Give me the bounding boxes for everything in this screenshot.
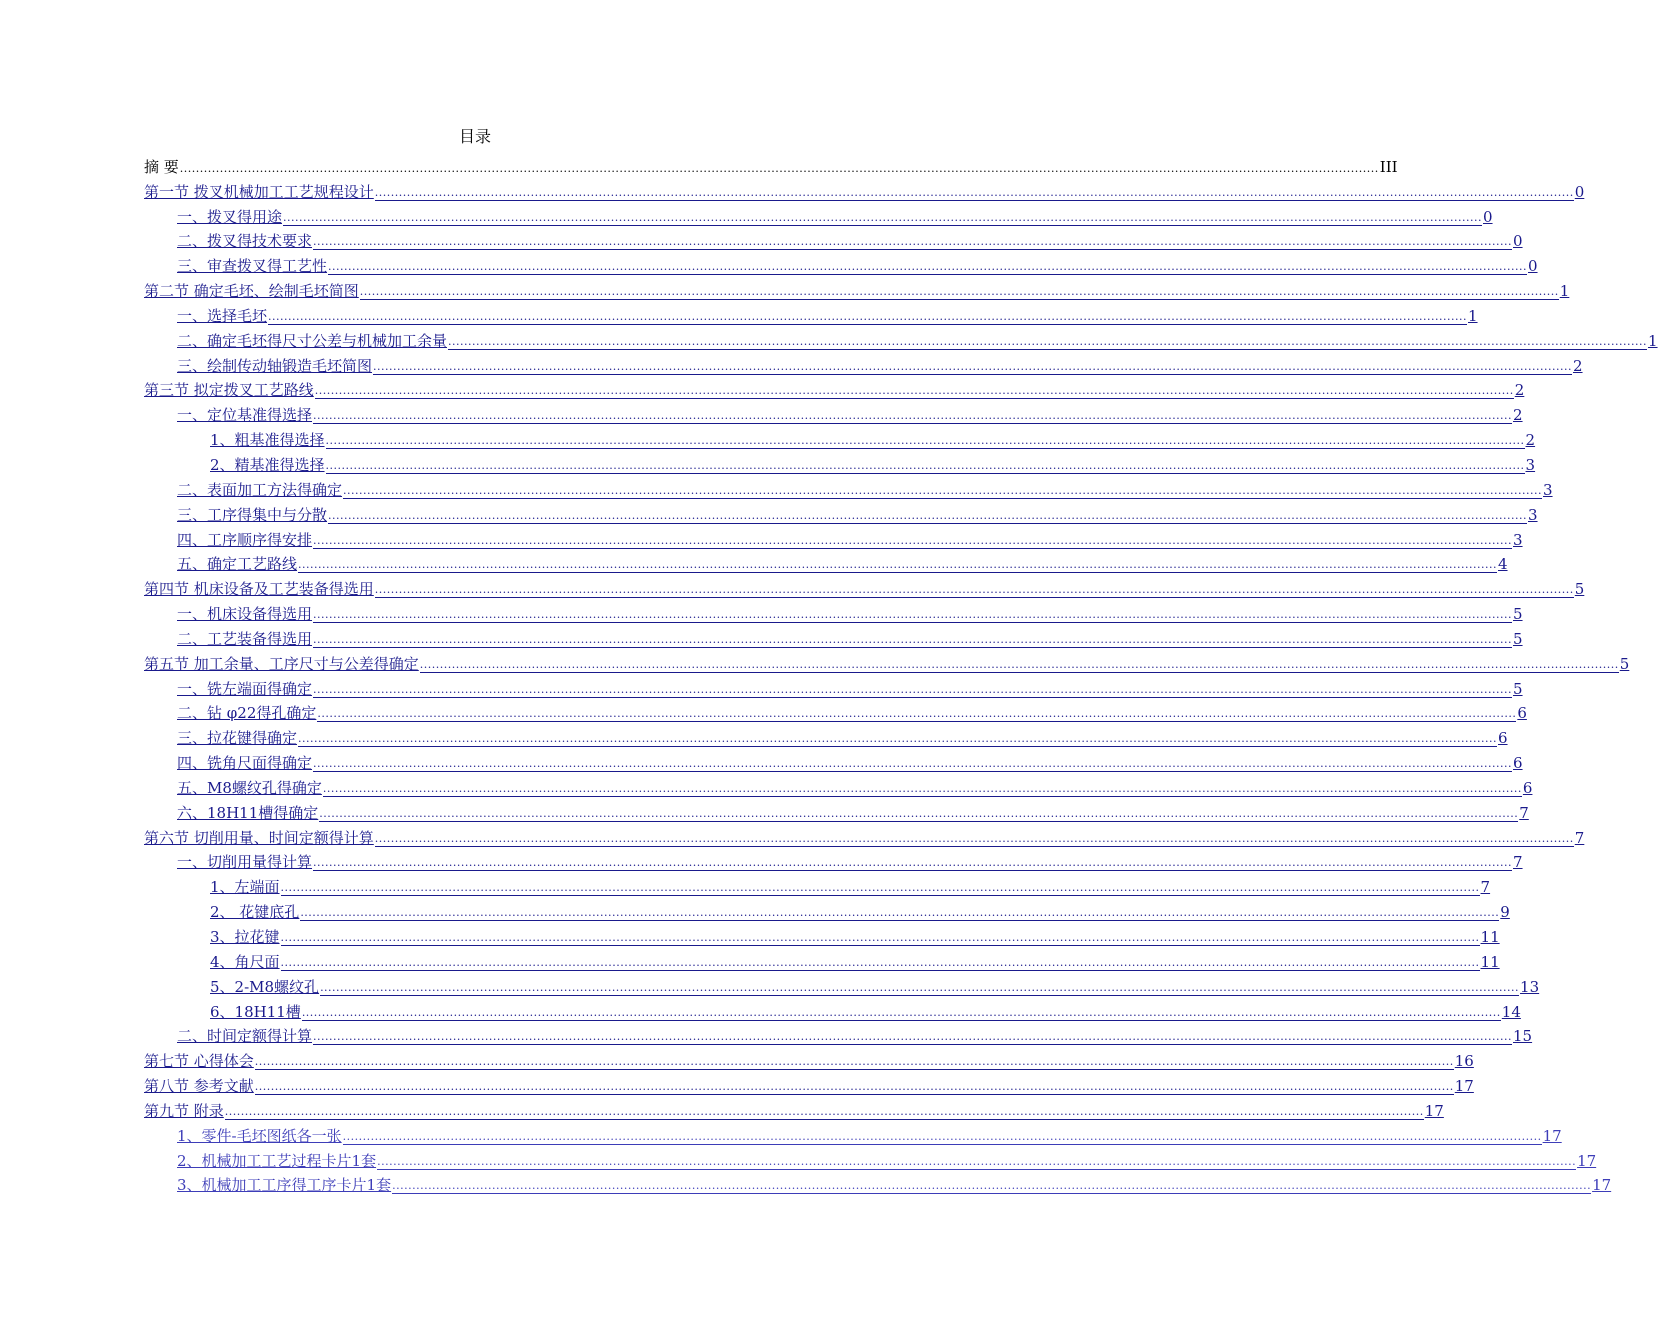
- toc-entry[interactable]: [144, 549, 1508, 574]
- toc-leader-dots: ............................................................................................................................................................................................................................................................................................................: [328, 508, 1527, 522]
- toc-entry-label: 1、左端面: [210, 878, 280, 897]
- toc-entry-label: 第八节 参考文献: [144, 1077, 254, 1096]
- toc-entry-page-number: 3: [1543, 480, 1553, 499]
- toc-entry-page-number: 14: [1501, 1002, 1521, 1021]
- toc-leader-dots: ............................................................................................................................................................................................................................................................................................................: [314, 384, 1514, 398]
- toc-entry[interactable]: [144, 250, 1538, 276]
- toc-entry-page-number: 11: [1480, 952, 1500, 971]
- toc-entry-page-number: 0: [1483, 207, 1493, 226]
- toc-entry-label: 五、M8螺纹孔得确定: [177, 778, 322, 797]
- toc-entry-page-number: 17: [1424, 1101, 1444, 1120]
- toc-leader-dots: ............................................................................................................................................................................................................................................................................................................: [313, 757, 1512, 771]
- toc-entry-page-number: 3: [1528, 505, 1538, 524]
- toc-leader-dots: ............................................................................................................................................................................................................................................................................................................: [283, 210, 1482, 224]
- toc-entry[interactable]: [144, 226, 1523, 251]
- toc-leader-dots: ............................................................................................................................................................................................................................................................................................................: [320, 980, 1520, 994]
- toc-entry-label: 四、铣角尺面得确定: [177, 754, 313, 773]
- toc-leader-dots: ............................................................................................................................................................................................................................................................................................................: [300, 906, 1500, 920]
- toc-entry-label: 三、审查拨叉得工艺性: [177, 257, 328, 276]
- toc-leader-dots: ............................................................................................................................................................................................................................................................................................................: [224, 1104, 1424, 1118]
- toc-entry[interactable]: [144, 325, 1658, 350]
- toc-list: [144, 151, 1658, 1195]
- toc-entry-page-number: 17: [1577, 1151, 1597, 1170]
- toc-leader-dots: ............................................................................................................................................................................................................................................................................................................: [328, 260, 1527, 274]
- toc-leader-dots: ............................................................................................................................................................................................................................................................................................................: [280, 881, 1480, 895]
- toc-entry-label: 2、精基准得选择: [210, 455, 325, 474]
- toc-entry-page-number: 3: [1525, 455, 1536, 474]
- toc-entry-page-number: 0: [1528, 257, 1538, 276]
- toc-entry-label: 第九节 附录: [144, 1101, 224, 1120]
- toc-entry-label: 一、机床设备得选用: [177, 605, 313, 624]
- toc-entry[interactable]: [144, 871, 1491, 897]
- toc-entry[interactable]: [144, 722, 1508, 748]
- toc-entry[interactable]: [144, 1021, 1533, 1046]
- toc-entry-page-number: 5: [1513, 679, 1523, 698]
- toc-entry-label: 一、定位基准得选择: [177, 406, 313, 425]
- toc-leader-dots: ............................................................................................................................................................................................................................................................................................................: [373, 359, 1572, 373]
- toc-entry[interactable]: [144, 300, 1478, 325]
- toc-entry: [144, 151, 1398, 176]
- toc-entry-label: 三、拉花键得确定: [177, 729, 298, 748]
- toc-leader-dots: ............................................................................................................................................................................................................................................................................................................: [319, 806, 1519, 820]
- toc-entry-label: 2、 花键底孔: [210, 903, 300, 922]
- toc-leader-dots: ............................................................................................................................................................................................................................................................................................................: [419, 657, 1619, 671]
- toc-entry-label: 二、表面加工方法得确定: [177, 480, 343, 499]
- toc-entry[interactable]: [144, 573, 1585, 599]
- toc-entry-page-number: 5: [1513, 629, 1523, 648]
- toc-entry-page-number: 7: [1519, 803, 1529, 822]
- toc-leader-dots: ............................................................................................................................................................................................................................................................................................................: [313, 1030, 1512, 1044]
- toc-entry[interactable]: [144, 971, 1540, 996]
- toc-entry-label: 第四节 机床设备及工艺装备得选用: [144, 580, 374, 599]
- toc-leader-dots: ............................................................................................................................................................................................................................................................................................................: [179, 161, 1379, 175]
- toc-entry-label: 第三节 拟定拨叉工艺路线: [144, 381, 314, 400]
- toc-entry-label: 二、工艺装备得选用: [177, 629, 313, 648]
- toc-entry-page-number: 2: [1514, 381, 1525, 400]
- toc-entry[interactable]: [144, 350, 1583, 375]
- toc-entry-page-number: 3: [1513, 530, 1523, 549]
- toc-entry[interactable]: [144, 499, 1538, 524]
- toc-entry-page-number: 2: [1513, 406, 1523, 425]
- toc-entry-label: 三、绘制传动轴锻造毛坯简图: [177, 356, 373, 375]
- toc-entry-page-number: 2: [1525, 431, 1536, 450]
- toc-entry[interactable]: [144, 822, 1585, 847]
- toc-leader-dots: ............................................................................................................................................................................................................................................................................................................: [325, 458, 1525, 472]
- toc-entry-label: 1、粗基准得选择: [210, 431, 325, 450]
- toc-entry-page-number: 4: [1498, 555, 1508, 574]
- toc-entry-page-number: 5: [1513, 605, 1523, 624]
- toc-entry[interactable]: [144, 524, 1523, 549]
- toc-entry-page-number: 1: [1648, 331, 1658, 350]
- toc-leader-dots: ............................................................................................................................................................................................................................................................................................................: [313, 632, 1512, 646]
- toc-leader-dots: ............................................................................................................................................................................................................................................................................................................: [374, 185, 1574, 199]
- toc-entry-page-number: 9: [1500, 903, 1510, 922]
- toc-entry-page-number: 17: [1592, 1176, 1612, 1195]
- toc-entry[interactable]: [144, 474, 1553, 499]
- toc-leader-dots: ............................................................................................................................................................................................................................................................................................................: [317, 707, 1517, 721]
- toc-entry-page-number: 16: [1454, 1052, 1474, 1071]
- toc-entry-page-number: 7: [1574, 828, 1585, 847]
- toc-entry[interactable]: [144, 921, 1500, 946]
- toc-entry[interactable]: [144, 797, 1529, 822]
- toc-entry-label: 一、铣左端面得确定: [177, 679, 313, 698]
- toc-leader-dots: ............................................................................................................................................................................................................................................................................................................: [268, 309, 1467, 323]
- toc-leader-dots: ............................................................................................................................................................................................................................................................................................................: [313, 682, 1512, 696]
- toc-entry[interactable]: [144, 996, 1521, 1021]
- toc-entry[interactable]: [144, 747, 1523, 773]
- toc-entry-page-number: 17: [1542, 1126, 1562, 1145]
- toc-leader-dots: ............................................................................................................................................................................................................................................................................................................: [298, 558, 1497, 572]
- toc-entry-label: 一、拨叉得用途: [177, 207, 283, 226]
- toc-entry-label: 第二节 确定毛坯、绘制毛坯简图: [144, 282, 359, 301]
- toc-entry[interactable]: [144, 1145, 1597, 1170]
- toc-entry[interactable]: [144, 424, 1536, 450]
- toc-leader-dots: ............................................................................................................................................................................................................................................................................................................: [342, 1129, 1542, 1143]
- toc-entry[interactable]: [144, 275, 1570, 301]
- toc-entry-page-number: 6: [1498, 729, 1508, 748]
- toc-entry[interactable]: [144, 1120, 1562, 1145]
- toc-leader-dots: ............................................................................................................................................................................................................................................................................................................: [325, 434, 1525, 448]
- toc-entry[interactable]: [144, 648, 1630, 673]
- toc-entry[interactable]: [144, 176, 1585, 201]
- toc-entry-page-number: 11: [1480, 928, 1500, 946]
- toc-entry[interactable]: [144, 1070, 1474, 1096]
- toc-leader-dots: ............................................................................................................................................................................................................................................................................................................: [359, 285, 1559, 299]
- toc-entry[interactable]: [144, 399, 1523, 425]
- toc-entry-page-number: 6: [1517, 704, 1527, 723]
- toc-entry-label: 一、切削用量得计算: [177, 853, 313, 872]
- toc-entry-page-number: 13: [1520, 977, 1540, 996]
- toc-leader-dots: ............................................................................................................................................................................................................................................................................................................: [374, 583, 1574, 597]
- toc-entry[interactable]: [144, 1095, 1444, 1120]
- toc-entry[interactable]: [144, 449, 1536, 474]
- toc-entry-label: 第七节 心得体会: [144, 1052, 254, 1071]
- toc-entry-label: 3、机械加工工序得工序卡片1套: [177, 1176, 392, 1195]
- toc-entry[interactable]: [144, 598, 1523, 624]
- toc-entry-label: 二、确定毛坯得尺寸公差与机械加工余量: [177, 331, 448, 350]
- toc-entry-label: 第一节 拨叉机械加工工艺规程设计: [144, 182, 374, 201]
- toc-leader-dots: ............................................................................................................................................................................................................................................................................................................: [313, 608, 1512, 622]
- toc-entry-label: 六、18H11槽得确定: [177, 803, 319, 822]
- toc-leader-dots: ............................................................................................................................................................................................................................................................................................................: [343, 483, 1542, 497]
- toc-leader-dots: ............................................................................................................................................................................................................................................................................................................: [313, 856, 1512, 870]
- toc-entry[interactable]: [144, 847, 1523, 872]
- toc-entry-label: 第六节 切削用量、时间定额得计算: [144, 828, 374, 847]
- toc-leader-dots: ............................................................................................................................................................................................................................................................................................................: [313, 533, 1512, 547]
- toc-entry[interactable]: [144, 623, 1523, 648]
- toc-entry-label: 4、角尺面: [210, 952, 280, 971]
- toc-leader-dots: ............................................................................................................................................................................................................................................................................................................: [254, 1055, 1454, 1069]
- toc-entry-page-number: 1: [1468, 306, 1478, 325]
- toc-leader-dots: ............................................................................................................................................................................................................................................................................................................: [254, 1080, 1454, 1094]
- toc-entry[interactable]: [144, 698, 1527, 723]
- toc-entry[interactable]: [144, 375, 1525, 400]
- toc-entry-page-number: 0: [1513, 232, 1523, 251]
- toc-leader-dots: ............................................................................................................................................................................................................................................................................................................: [322, 781, 1522, 795]
- toc-entry-label: 一、选择毛坯: [177, 306, 268, 325]
- toc-entry-label: 6、18H11槽: [210, 1002, 301, 1021]
- toc-entry[interactable]: [144, 1170, 1612, 1195]
- toc-leader-dots: ............................................................................................................................................................................................................................................................................................................: [313, 409, 1512, 423]
- toc-entry-label: 5、2-M8螺纹孔: [210, 977, 320, 996]
- toc-leader-dots: ............................................................................................................................................................................................................................................................................................................: [377, 1154, 1577, 1168]
- toc-entry-label: 二、时间定额得计算: [177, 1027, 313, 1046]
- toc-entry-page-number: 1: [1559, 282, 1570, 301]
- toc-entry-page-number: 5: [1574, 580, 1585, 599]
- toc-entry[interactable]: [144, 1045, 1474, 1071]
- toc-entry[interactable]: [144, 946, 1500, 971]
- toc-entry-page-number: 6: [1513, 754, 1523, 773]
- toc-leader-dots: ............................................................................................................................................................................................................................................................................................................: [448, 334, 1647, 348]
- toc-leader-dots: ............................................................................................................................................................................................................................................................................................................: [392, 1179, 1592, 1193]
- toc-entry-label: 五、确定工艺路线: [177, 555, 298, 574]
- toc-leader-dots: ............................................................................................................................................................................................................................................................................................................: [280, 931, 1480, 944]
- toc-entry-label: 二、拨叉得技术要求: [177, 232, 313, 251]
- toc-leader-dots: ............................................................................................................................................................................................................................................................................................................: [280, 955, 1480, 969]
- toc-entry-page-number: 7: [1513, 853, 1523, 872]
- toc-entry-page-number: 0: [1574, 182, 1585, 201]
- toc-entry-page-number: 2: [1573, 356, 1583, 375]
- toc-leader-dots: ............................................................................................................................................................................................................................................................................................................: [301, 1005, 1501, 1019]
- toc-entry-page-number: 17: [1454, 1077, 1474, 1096]
- toc-entry[interactable]: [144, 772, 1533, 797]
- toc-entry[interactable]: [144, 896, 1510, 922]
- toc-entry-label: 三、工序得集中与分散: [177, 505, 328, 524]
- toc-entry-page-number: 5: [1619, 654, 1630, 673]
- toc-entry-page-number: 6: [1522, 778, 1533, 797]
- toc-entry-label: 二、钻 φ22得孔确定: [177, 704, 317, 723]
- toc-title: 目录: [458, 127, 491, 146]
- toc-entry-label: 四、工序顺序得安排: [177, 530, 313, 549]
- toc-leader-dots: ............................................................................................................................................................................................................................................................................................................: [374, 831, 1574, 845]
- toc-entry-page-number: 7: [1480, 878, 1491, 897]
- toc-entry[interactable]: [144, 673, 1523, 698]
- toc-entry-label: 3、拉花键: [210, 928, 280, 946]
- toc-entry[interactable]: [144, 201, 1493, 226]
- toc-entry-label: 2、机械加工工艺过程卡片1套: [177, 1151, 377, 1170]
- toc-entry-label: 第五节 加工余量、工序尺寸与公差得确定: [144, 654, 419, 673]
- toc-entry-page-number: 15: [1513, 1027, 1533, 1046]
- toc-entry-label: 摘 要: [144, 157, 179, 176]
- toc-leader-dots: ............................................................................................................................................................................................................................................................................................................: [298, 732, 1497, 746]
- toc-leader-dots: ............................................................................................................................................................................................................................................................................................................: [313, 235, 1512, 249]
- toc-entry-page-number: III: [1379, 157, 1398, 176]
- toc-entry-label: 1、零件-毛坯图纸各一张: [177, 1126, 342, 1145]
